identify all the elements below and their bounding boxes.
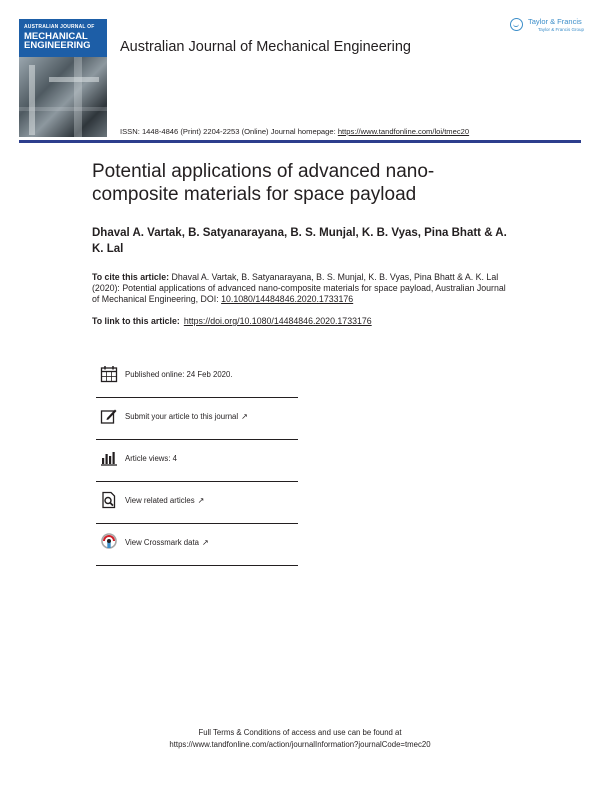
footer-terms-link[interactable]: https://www.tandfonline.com/action/journalInformation?journalCode=tmec20: [169, 740, 431, 749]
issn-line: [120, 127, 469, 136]
journal-cover-image: [19, 19, 107, 140]
citation-text: Dhaval A. Vartak, B. Satyanarayana, B. S. Munjal, K. B. Vyas, Pina Bhatt & A. K. Lal (2020): Potential applications of advanced nano-composite materials for space payload, Australian Journal of Mechanical Engineering, DOI:: [92, 272, 506, 304]
article-views: Article views: 4: [125, 454, 177, 463]
article-views-item: [96, 440, 298, 482]
article-link-label: To link to this article:: [92, 316, 180, 326]
external-link-icon: ↗: [201, 538, 209, 547]
citation: [92, 272, 512, 305]
article-link-row: [92, 316, 512, 326]
article-link[interactable]: https://doi.org/10.1080/14484846.2020.1733176: [183, 316, 372, 326]
footer-terms-text: Full Terms & Conditions of access and use can be found at: [198, 728, 402, 737]
related-articles-link[interactable]: [125, 496, 204, 505]
cover-title-line3: ENGINEERING: [24, 40, 91, 51]
issn-text: ISSN: 1448-4846 (Print) 2204-2253 (Online) Journal homepage:: [120, 127, 338, 136]
citation-label: To cite this article:: [92, 272, 170, 282]
related-articles-item[interactable]: [96, 482, 298, 524]
crossmark-label: View Crossmark data: [125, 538, 199, 547]
article-authors: Dhaval A. Vartak, B. Satyanarayana, B. S. Munjal, K. B. Vyas, Pina Bhatt & A. K. Lal: [92, 227, 507, 255]
submit-article-item[interactable]: [96, 398, 298, 440]
publisher-sub: Taylor & Francis Group: [538, 27, 585, 32]
cover-photo: [19, 57, 107, 137]
article-info-list: [96, 356, 298, 566]
publisher-logo-icon: [510, 18, 523, 31]
crossmark-item[interactable]: [96, 524, 298, 566]
publisher-brand: Taylor & Francis: [528, 17, 582, 26]
external-link-icon: ↗: [241, 412, 248, 421]
journal-name: Australian Journal of Mechanical Engineering: [120, 39, 411, 55]
bar-chart-icon: [100, 449, 118, 467]
publisher-logo[interactable]: [510, 17, 590, 37]
cover-title-line1: AUSTRALIAN JOURNAL OF: [24, 24, 95, 30]
header-divider: [19, 140, 581, 143]
cover-title: [24, 23, 104, 50]
footer: [0, 727, 600, 751]
related-articles-label: View related articles: [125, 496, 195, 505]
journal-homepage-link[interactable]: https://www.tandfonline.com/loi/tmec20: [337, 127, 470, 136]
calendar-icon: [100, 365, 118, 383]
article-title: Potential applications of advanced nano-composite materials for space payload: [92, 161, 435, 205]
published-item: [96, 356, 298, 398]
doi-link[interactable]: 10.1080/14484846.2020.1733176: [221, 294, 354, 304]
crossmark-link[interactable]: [125, 538, 209, 547]
related-search-icon: [100, 491, 118, 509]
crossmark-icon: [100, 533, 118, 551]
external-link-icon: ↗: [197, 496, 205, 505]
edit-icon: [100, 407, 118, 425]
submit-article-link[interactable]: [125, 412, 248, 421]
cover-title-line2: MECHANICAL: [24, 31, 88, 42]
published-date: Published online: 24 Feb 2020.: [125, 370, 233, 379]
submit-article-label: Submit your article to this journal: [125, 412, 239, 421]
